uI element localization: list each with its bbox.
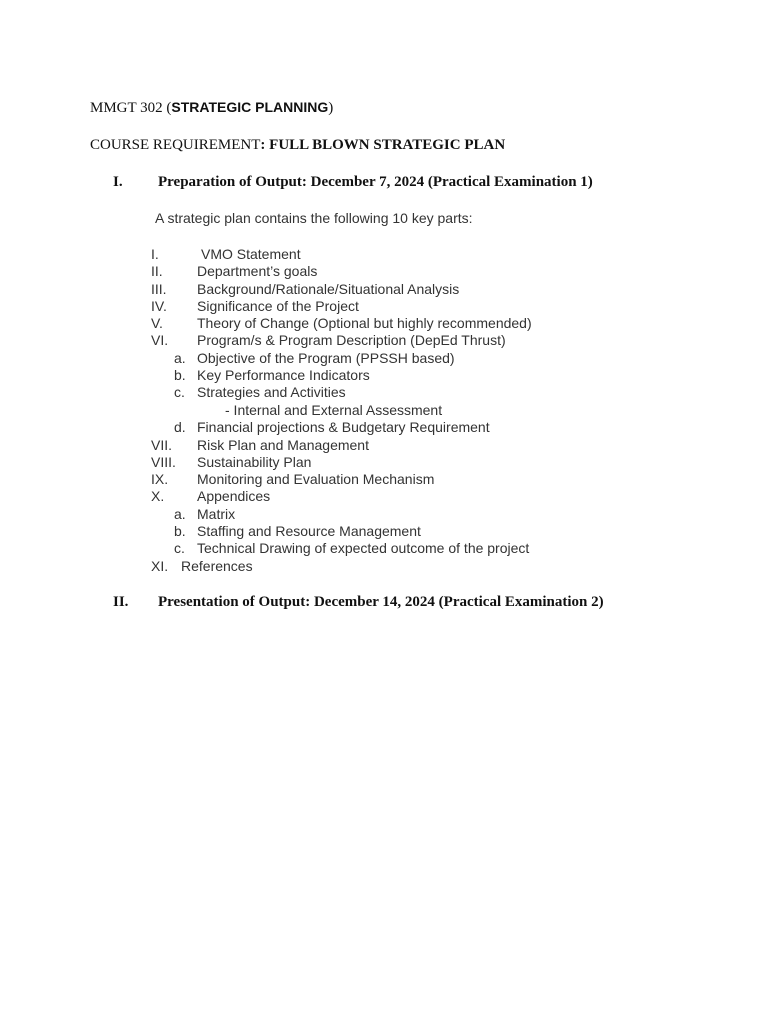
part-i-number: I. — [151, 246, 159, 262]
part-x-c-label: Technical Drawing of expected outcome of the project — [197, 540, 530, 556]
part-iii-number: III. — [151, 281, 167, 297]
part-vi-a-label: Objective of the Program (PPSSH based) — [197, 350, 455, 366]
part-i-label: VMO Statement — [201, 246, 301, 262]
requirement-prefix: COURSE REQUIREMENT — [90, 137, 261, 153]
section-1-number: I. — [113, 174, 123, 190]
part-viii-label: Sustainability Plan — [197, 454, 312, 470]
part-vii-label: Risk Plan and Management — [197, 437, 369, 453]
course-code: MMGT 302 — [90, 100, 167, 116]
part-x-label: Appendices — [197, 488, 271, 504]
part-v-number: V. — [151, 315, 163, 331]
part-vii-number: VII. — [151, 437, 173, 453]
part-iv-label: Significance of the Project — [197, 298, 359, 314]
course-name: STRATEGIC PLANNING — [171, 99, 329, 115]
section-1-title: Preparation of Output: December 7, 2024 (Practical Examination 1) — [158, 174, 593, 190]
part-vi-c-label: Strategies and Activities — [197, 384, 346, 400]
requirement-title: : FULL BLOWN STRATEGIC PLAN — [260, 137, 506, 153]
part-vi-c-letter: c. — [174, 384, 185, 400]
part-ii-number: II. — [151, 263, 163, 279]
part-v-label: Theory of Change (Optional but highly recommended) — [197, 315, 532, 331]
part-x-b-letter: b. — [174, 523, 186, 539]
course-title-line — [90, 99, 333, 117]
part-x-a-label: Matrix — [197, 506, 236, 522]
part-x-b-label: Staffing and Resource Management — [197, 523, 421, 539]
part-xi-number: XI. — [151, 558, 169, 574]
part-vi-c-sub-item: - Internal and External Assessment — [225, 402, 443, 418]
part-vi-d-label: Financial projections & Budgetary Requirement — [197, 419, 490, 435]
part-ix-label: Monitoring and Evaluation Mechanism — [197, 471, 435, 487]
section-2-title: Presentation of Output: December 14, 2024 (Practical Examination 2) — [158, 594, 604, 610]
part-iii-label: Background/Rationale/Situational Analysis — [197, 281, 460, 297]
part-x-c-letter: c. — [174, 540, 185, 556]
part-x-number: X. — [151, 488, 165, 504]
part-vi-b-letter: b. — [174, 367, 186, 383]
course-paren-open: ( — [166, 100, 172, 116]
part-iv-number: IV. — [151, 298, 167, 314]
part-ii-label: Department’s goals — [197, 263, 318, 279]
part-vi-number: VI. — [151, 332, 169, 348]
part-xi-label: References — [181, 558, 253, 574]
course-paren-close: ) — [328, 100, 334, 116]
part-vi-label: Program/s & Program Description (DepEd Thrust) — [197, 332, 506, 348]
intro-text: A strategic plan contains the following 10 key parts: — [155, 210, 473, 226]
part-vi-a-letter: a. — [174, 350, 186, 366]
part-viii-number: VIII. — [151, 454, 176, 470]
part-vi-d-letter: d. — [174, 419, 186, 435]
part-x-a-letter: a. — [174, 506, 186, 522]
part-vi-b-label: Key Performance Indicators — [197, 367, 370, 383]
part-ix-number: IX. — [151, 471, 169, 487]
section-2-number: II. — [113, 594, 129, 610]
course-requirement-line — [90, 137, 505, 154]
